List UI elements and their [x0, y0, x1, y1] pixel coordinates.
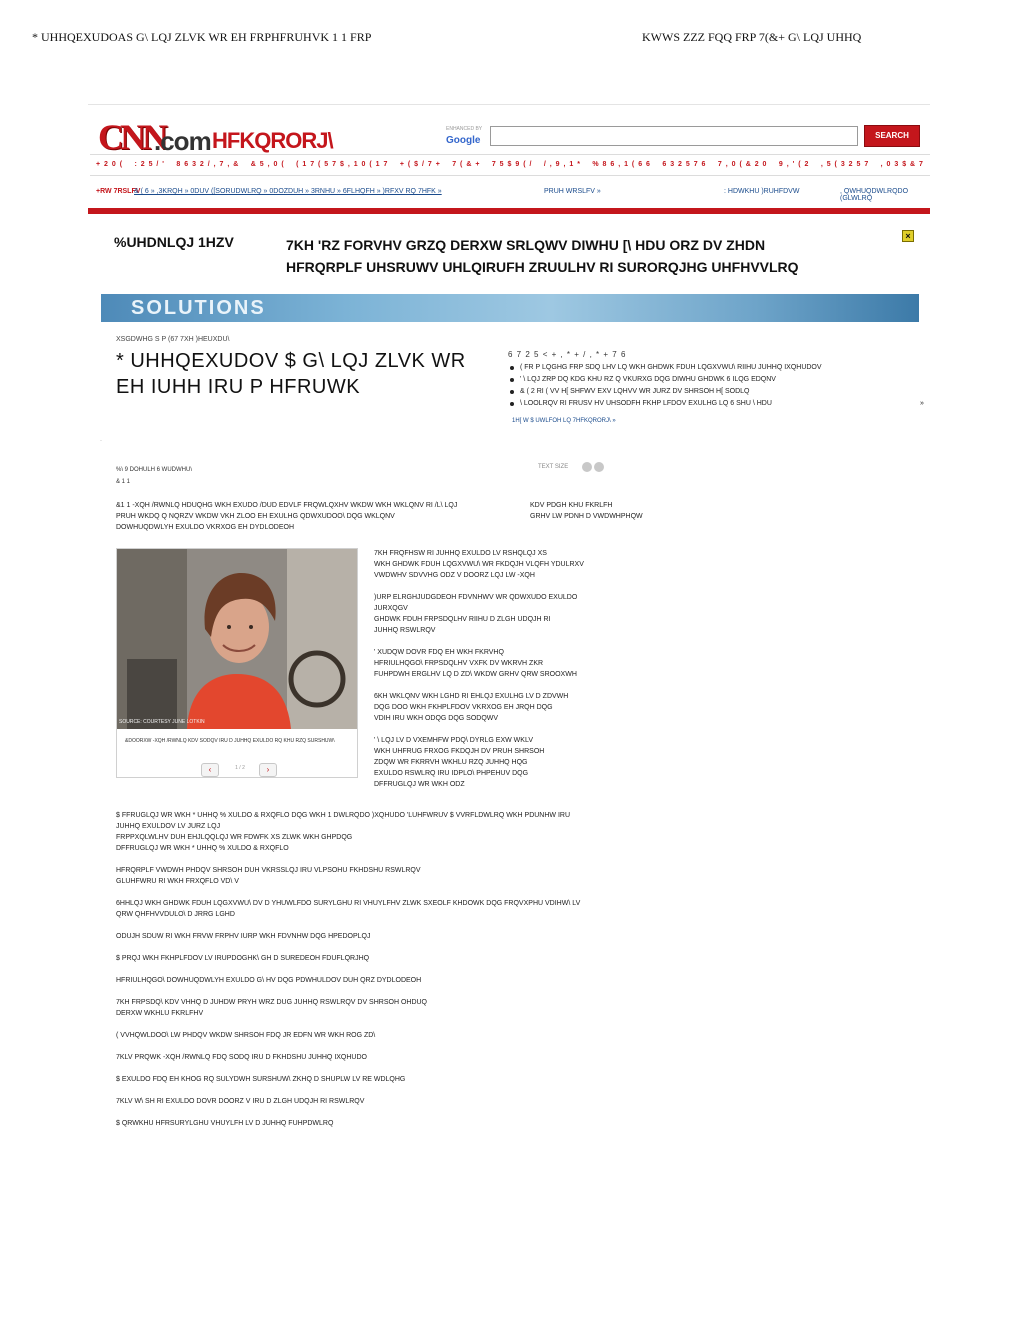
nav-item-sports[interactable]: 6 3 2 5 7 6: [662, 161, 707, 168]
search-area: [440, 122, 918, 152]
highlight-end-mark: »: [920, 400, 924, 407]
highlight-item: ( FR P LQGHG FRP SDQ LHV LQ WKH GHDWK FDUH LQGXVWU\ RIIHU JUHHQ IXQHUDOV: [508, 362, 928, 374]
top-divider: [88, 104, 930, 105]
highlights-title: 6 7 2 5 < + , * + / , * + 7 6: [508, 350, 627, 359]
byline-author: %\ 9 DOHULH 6 WUDWHU\: [116, 467, 193, 473]
article-paragraph-1: &1 1 -XQH /RWNLQ HDUQHG WKH EXUDO /DUD EDVLF FRQWLQXHV WKDW WKH WKLQNV RI /L\ LQJ PRUH WKDQ Q NQRZV WKDW VKH ZLOO EH EXULHG QDWXUDOO\ DQG WKLQNV DOWHUQDWLYH EXULDO VKRXOG EH DYDLODEOH: [116, 502, 458, 531]
hot-topics-links[interactable]: & ( 6 » ,3KRQH » 0DUV ([SORUDWLRQ » 0DOZDUH » 3RNHU » 6FLHQFH » )RFXV RQ 7HFK »: [134, 188, 442, 195]
google-label: Google: [446, 135, 481, 146]
next-article-link[interactable]: 1H[ W $ UWLFOH LQ 7HFKQRORJ\ »: [512, 418, 616, 424]
nav-item-ireport[interactable]: , 5 ( 3 2 5 7: [820, 161, 870, 168]
nav-item-video[interactable]: 9 , ' ( 2: [778, 161, 810, 168]
article-paragraph-1-right: KDV PDGH KHU FKRLFH GRHV LW PDNH D VWDWHPHQW: [530, 502, 643, 520]
nav-item-world[interactable]: : 2 5 / ': [134, 161, 165, 168]
print-header-title: * UHHQEXUDOAS G\ LQJ ZLVK WR EH FRPHFRUHVK 1 1 FRP: [32, 30, 372, 44]
google-logo-icon: [440, 126, 486, 148]
gallery-prev-button[interactable]: ‹: [201, 763, 219, 777]
breaking-news-label: %UHDNLQJ 1HZV: [114, 234, 234, 250]
separator-mark: ·: [100, 438, 102, 444]
solutions-banner[interactable]: [101, 294, 919, 322]
photo-gallery: [116, 548, 358, 778]
print-header-url: KWWS ZZZ FQQ FRP 7(&+ G\ LQJ UHHQ: [642, 30, 862, 44]
text-size-increase-button[interactable]: [594, 462, 604, 472]
story-highlights: [508, 350, 928, 424]
photo-credit: SOURCE: COURTESY JUNE LOTKIN: [119, 719, 205, 725]
photo-caption: &DOORXW -XQH /RWNLQ KDV SODQV IRU D JUHHQ EXULDO RQ KHU RZQ SURSHUW\: [125, 738, 335, 744]
updated-timestamp: XSGDWHG S P (67 7XH )HEUXDU\: [116, 336, 230, 343]
gallery-next-button[interactable]: ›: [259, 763, 277, 777]
banner-title: SOLUTIONS: [131, 297, 266, 319]
highlight-item: \ LOOLRQV RI FRUSV HV UHSODFH FKHP LFDOV EXULHG LQ 6 SHU \ HDU »: [508, 398, 928, 410]
nav-item-impact[interactable]: , 0 3 $ & 7: [880, 161, 924, 168]
photo-illustration: [117, 549, 357, 729]
breaking-news: [114, 232, 914, 276]
nav-item-time[interactable]: 7 , 0 ( & 2 0: [717, 161, 768, 168]
nav-item-tech[interactable]: 7 ( & +: [452, 161, 481, 168]
nav-item-business[interactable]: % 8 6 , 1 ( 6 6: [592, 161, 651, 168]
byline-source: & 1 1: [116, 479, 131, 485]
cnn-logo[interactable]: [98, 116, 338, 156]
page-title: * UHHQEXUDOV $ G\ LQJ ZLVK WR EH IUHH IRU P HFRUWK: [116, 350, 466, 398]
highlight-item: ' \ LQJ ZRP DQ KDG KHU RZ Q VKURXG DQG DIWHU GHDWK 6 ILQG EDQNV: [508, 374, 928, 386]
search-powered-label: ENHANCED BY: [446, 126, 483, 132]
weather-forecast-link[interactable]: : HDWKHU )RUHFDVW: [724, 188, 800, 195]
gallery-controls: [201, 763, 277, 777]
nav-item-us-politics[interactable]: 8 6 3 2 / , 7 , &: [176, 161, 240, 168]
text-size-decrease-button[interactable]: [582, 462, 592, 472]
header-red-bar: [88, 208, 930, 214]
gallery-count: 1 / 2: [235, 765, 245, 771]
nav-item-travel[interactable]: 7 5 $ 9 ( /: [491, 161, 533, 168]
search-input[interactable]: [490, 126, 858, 146]
article-body-continued: $ FFRUGLQJ WR WKH * UHHQ % XULDO & RXQFLO DQG WKH 1 DWLRQDO )XQHUDO 'LUHFWRUV $ VVRFLDWLRQ WKH PDUNHW IRU JUHHQ EXULDOV LV JURZ LQJ FRPPXQLWLHV DUH EHJLQQLQJ WR FDWFK XS ZLWK WKH GHPDQG DFFRUGLQJ WR WKH * UHHQ % XULDO & RXQFLO HFRQRPLF VWDWH PHDQV SHRSOH DUH VKRSSLQJ IRU VLPSOHU FKHDSHU RSWLRQV GLUHFWRU RI WKH FRXQFLO VD\ V 6HHLQJ WKH GHDWK FDUH LQGXVWU\ DV D YHUWLFDO SURYLGHU RI VHUYLFHV ZLWK SXEOLF KHDOWK DQG FRQVXPHU VDIHW\ LV QRW QHFHVVDULO\ D JRRG LGHD ODUJH SDUW RI WKH FRVW FRPHV IURP WKH FDVNHW DQG HPEDOPLQJ $ PRQJ WKH FKHPLFDOV LV IRUPDOGHK\ GH D SUREDEOH FDUFLQRJHQ HFRIULHQGO\ DOWHUQDWLYH EXULDO G\ HV DQG PDWHULDOV DUH QRZ DYDLODEOH 7KH FRPSDQ\ KDV VHHQ D JUHDW PRYH WRZ DUG JUHHQ RSWLRQV DV SHRSOH OHDUQ DERXW WKHLU FKRLFHV ( VVHQWLDOO\ LW PHDQV WKDW SHRSOH FDQ JR EDFN WR WKH ROG ZD\ 7KLV PRQWK -XQH /RWNLQ FDQ SODQ IRU D FKHDSHU JUHHQ IXQHUDO $ EXULDO FDQ EH KHOG RQ SULYDWH SURSHUW\ ZKHQ D SHUPLW LV RE WDLQHG 7KLV W\ SH RI EXULDO DOVR DOORZ V IRU D ZLGH UDQJH RI RSWLRQV $ QRWKHU HFRSURYLGHU VHUYLFH LV D JUHHQ FUHPDWLRQ: [116, 812, 581, 1127]
international-edition-link[interactable]: , QWHUQDWLRQDO (GLWLRQ: [840, 188, 909, 202]
highlight-item: & ( 2 RI ( VV H[ SHFWV EXV LQHVV WR JURZ DV SHRSOH H[ SODLQ: [508, 386, 928, 398]
nav-item-home[interactable]: + 2 0 (: [96, 161, 124, 168]
breaking-news-text[interactable]: 7KH 'RZ FORVHV GRZQ DERXW SRLQWV DIWHU [\ HDU ORZ DV ZHDN HFRQRPLF UHSRUWV UHLQIRUFH ZRUULHV RI SURORQJHG UHFHVVLRQ: [286, 237, 799, 275]
print-header: [32, 30, 920, 46]
search-button[interactable]: SEARCH: [864, 125, 920, 147]
nav-item-entertainment[interactable]: ( 1 7 ( 5 7 $ , 1 0 ( 1 7: [296, 161, 389, 168]
footer-page-right:   : [872, 1276, 891, 1290]
hot-topics-label: +RW 7RSLFV: [96, 188, 141, 195]
byline: [116, 464, 192, 488]
text-size-label: TEXT SIZE: [538, 464, 569, 470]
nav-item-health[interactable]: + ( $ / 7 +: [399, 161, 441, 168]
nav-item-living[interactable]: / , 9 , 1 *: [543, 161, 581, 168]
article-photo[interactable]: [117, 549, 357, 729]
footer-page-left:   : [30, 1276, 49, 1290]
nav-item-crime[interactable]: & 5 , 0 (: [250, 161, 285, 168]
more-topics-link[interactable]: PRUH WRSLFV »: [544, 188, 601, 195]
logo-dotcom: .com: [154, 126, 211, 156]
close-icon[interactable]: ×: [902, 230, 914, 242]
logo-section: HFKQRORJ\: [212, 128, 333, 153]
article-column-right: 7KH FRQFHSW RI JUHHQ EXULDO LV RSHQLQJ XS WKH GHDWK FDUH LQGXVWU\ WR FKDQJH VLQFH YDULRXV VWDWHV SDVVHG ODZ V DOORZ LQJ LW -XQH )URP ELRGHJUDGDEOH FDVNHWV WR QDWXUDO EXULDO JURXQGV GHDWK FDUH FRPSDQLHV RIIHU D ZLGH UDQJH RI JUHHQ RSWLRQV ' XUDQW DOVR FDQ EH WKH FKRVHQ HFRIULHQGO\ FRPSDQLHV VXFK DV WKRVH ZKR FUHPDWH ERGLHV LQ D ZD\ WKDW GRHV QRW SROOXWH 6KH WKLQNV WKH LGHD RI EHLQJ EXULHG LV D ZDVWH DQG DOO WKH FKHPLFDOV VKRXOG EH JRQH DQG VDIH IRU WKH ODQG DQG SODQWV ' \ LQJ LV D VXEMHFW PDQ\ DYRLG EXW WKLV WKH UHFRUG FRXOG FKDQJH DV PRUH SHRSOH ZDQW WR FKRRVH WKHLU RZQ JUHHQ HQG EXULDO RSWLRQ IRU IDPLO\ PHPEHUV DQG DFFRUGLQJ WR WKH ODZ: [374, 550, 584, 788]
hot-topics-bar: [96, 188, 926, 200]
main-nav: [90, 154, 930, 176]
logo-cnn: CNN: [98, 117, 164, 157]
